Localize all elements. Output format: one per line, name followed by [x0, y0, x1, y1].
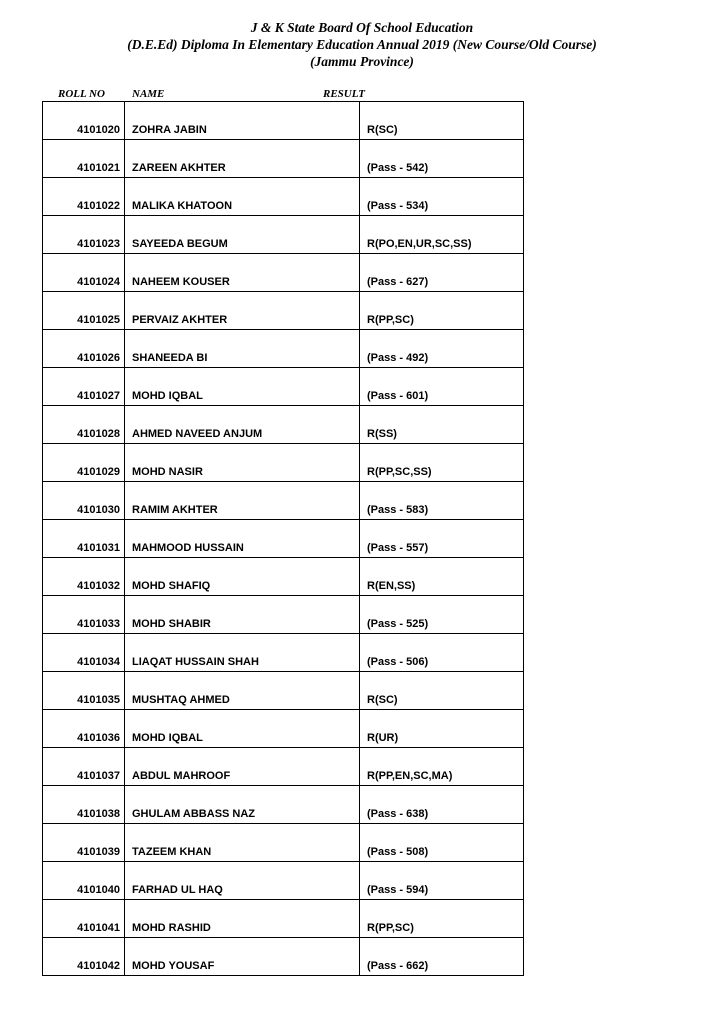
name-cell-text: MOHD NASIR — [132, 466, 203, 478]
roll-no-cell — [43, 900, 125, 937]
name-cell — [125, 330, 360, 367]
roll-no-cell — [43, 786, 125, 823]
name-cell — [125, 938, 360, 975]
name-cell — [125, 482, 360, 519]
result-cell-text: R(PP,SC) — [367, 314, 414, 326]
name-cell-text: ZOHRA JABIN — [132, 124, 207, 136]
result-cell — [360, 520, 522, 557]
name-cell-text: MAHMOOD HUSSAIN — [132, 542, 244, 554]
name-cell-text: MOHD IQBAL — [132, 732, 203, 744]
name-cell — [125, 140, 360, 177]
name-cell — [125, 634, 360, 671]
result-cell-text: (Pass - 583) — [367, 504, 429, 516]
result-cell-text: (Pass - 508) — [367, 846, 429, 858]
name-cell — [125, 558, 360, 595]
name-cell — [125, 520, 360, 557]
result-cell — [360, 216, 522, 253]
roll-no-cell-text: 4101041 — [77, 922, 120, 934]
roll-no-cell-text: 4101039 — [77, 846, 120, 858]
roll-no-header: ROLL NO — [58, 88, 105, 100]
result-cell — [360, 406, 522, 443]
table-row — [43, 102, 523, 140]
result-cell — [360, 558, 522, 595]
table-row — [43, 292, 523, 330]
result-cell-text: (Pass - 506) — [367, 656, 429, 668]
table-row — [43, 444, 523, 482]
roll-no-cell — [43, 596, 125, 633]
name-cell-text: MOHD SHABIR — [132, 618, 211, 630]
result-cell-text: R(PP,SC,SS) — [367, 466, 432, 478]
name-cell-text: LIAQAT HUSSAIN SHAH — [132, 656, 259, 668]
name-cell-text: ZAREEN AKHTER — [132, 162, 226, 174]
name-cell — [125, 444, 360, 481]
result-cell-text: R(SC) — [367, 694, 398, 706]
result-cell — [360, 254, 522, 291]
result-cell — [360, 368, 522, 405]
name-cell — [125, 862, 360, 899]
table-row — [43, 710, 523, 748]
table-row — [43, 824, 523, 862]
name-cell — [125, 786, 360, 823]
roll-no-cell-text: 4101040 — [77, 884, 120, 896]
roll-no-cell — [43, 178, 125, 215]
name-cell-text: GHULAM ABBASS NAZ — [132, 808, 256, 820]
result-cell-text: (Pass - 627) — [367, 276, 429, 288]
name-cell-text: MUSHTAQ AHMED — [132, 694, 230, 706]
result-cell — [360, 102, 522, 139]
roll-no-cell-text: 4101030 — [77, 504, 120, 516]
result-cell-text: R(SC) — [367, 124, 398, 136]
roll-no-cell-text: 4101028 — [77, 428, 120, 440]
board-title: J & K State Board Of School Education — [250, 20, 474, 35]
name-cell-text: MOHD YOUSAF — [132, 960, 215, 972]
roll-no-cell-text: 4101024 — [77, 276, 120, 288]
roll-no-cell — [43, 748, 125, 785]
table-row — [43, 368, 523, 406]
roll-no-cell-text: 4101025 — [77, 314, 120, 326]
name-cell — [125, 292, 360, 329]
column-headers — [0, 88, 724, 102]
roll-no-cell — [43, 862, 125, 899]
result-cell — [360, 634, 522, 671]
province-title: (Jammu Province) — [310, 54, 414, 69]
roll-no-cell — [43, 634, 125, 671]
result-cell-text: R(UR) — [367, 732, 399, 744]
name-cell-text: MOHD RASHID — [132, 922, 211, 934]
name-cell-text: ABDUL MAHROOF — [132, 770, 231, 782]
name-cell — [125, 254, 360, 291]
roll-no-cell-text: 4101026 — [77, 352, 120, 364]
name-cell — [125, 178, 360, 215]
result-cell-text: R(PP,EN,SC,MA) — [367, 770, 453, 782]
result-cell-text: (Pass - 638) — [367, 808, 429, 820]
result-cell-text: R(PO,EN,UR,SC,SS) — [367, 238, 472, 250]
result-cell-text: R(PP,SC) — [367, 922, 414, 934]
roll-no-cell-text: 4101035 — [77, 694, 120, 706]
result-cell — [360, 672, 522, 709]
name-cell — [125, 900, 360, 937]
roll-no-cell-text: 4101029 — [77, 466, 120, 478]
result-cell — [360, 900, 522, 937]
name-cell-text: SHANEEDA BI — [132, 352, 208, 364]
table-row — [43, 634, 523, 672]
roll-no-cell — [43, 292, 125, 329]
result-cell — [360, 444, 522, 481]
roll-no-cell-text: 4101037 — [77, 770, 120, 782]
roll-no-cell — [43, 444, 125, 481]
roll-no-cell-text: 4101027 — [77, 390, 120, 402]
name-cell-text: TAZEEM KHAN — [132, 846, 212, 858]
roll-no-cell — [43, 482, 125, 519]
table-row — [43, 482, 523, 520]
table-row — [43, 748, 523, 786]
exam-title: (D.E.Ed) Diploma In Elementary Education Annual 2019 (New Course/Old Course) — [127, 37, 597, 52]
result-cell-text: (Pass - 594) — [367, 884, 429, 896]
result-cell-text: R(EN,SS) — [367, 580, 416, 592]
name-cell — [125, 824, 360, 861]
roll-no-cell — [43, 330, 125, 367]
result-cell-text: (Pass - 601) — [367, 390, 429, 402]
name-header: NAME — [132, 88, 165, 100]
roll-no-cell — [43, 102, 125, 139]
name-cell-text: AHMED NAVEED ANJUM — [132, 428, 263, 440]
result-cell — [360, 748, 522, 785]
table-row — [43, 216, 523, 254]
table-row — [43, 672, 523, 710]
table-row — [43, 558, 523, 596]
result-cell — [360, 178, 522, 215]
result-cell-text: (Pass - 492) — [367, 352, 429, 364]
result-cell-text: (Pass - 662) — [367, 960, 429, 972]
name-cell-text: MOHD SHAFIQ — [132, 580, 211, 592]
name-cell-text: PERVAIZ AKHTER — [132, 314, 228, 326]
result-cell — [360, 862, 522, 899]
roll-no-cell — [43, 710, 125, 747]
roll-no-cell — [43, 406, 125, 443]
name-cell-text: RAMIM AKHTER — [132, 504, 218, 516]
roll-no-cell-text: 4101036 — [77, 732, 120, 744]
name-cell-text: MOHD IQBAL — [132, 390, 203, 402]
roll-no-cell-text: 4101033 — [77, 618, 120, 630]
result-cell — [360, 938, 522, 975]
name-cell-text: NAHEEM KOUSER — [132, 276, 230, 288]
result-cell — [360, 710, 522, 747]
result-cell-text: (Pass - 534) — [367, 200, 429, 212]
result-cell — [360, 330, 522, 367]
table-row — [43, 786, 523, 824]
roll-no-cell — [43, 520, 125, 557]
result-cell — [360, 292, 522, 329]
roll-no-cell-text: 4101022 — [77, 200, 120, 212]
name-cell-text: MALIKA KHATOON — [132, 200, 233, 212]
roll-no-cell-text: 4101023 — [77, 238, 120, 250]
table-row — [43, 938, 523, 976]
roll-no-cell-text: 4101032 — [77, 580, 120, 592]
roll-no-cell — [43, 824, 125, 861]
roll-no-cell — [43, 938, 125, 975]
table-row — [43, 406, 523, 444]
result-cell-text: R(SS) — [367, 428, 397, 440]
roll-no-cell — [43, 254, 125, 291]
name-cell — [125, 710, 360, 747]
result-header: RESULT — [323, 88, 365, 100]
table-row — [43, 140, 523, 178]
result-cell-text: (Pass - 542) — [367, 162, 429, 174]
table-row — [43, 596, 523, 634]
name-cell — [125, 596, 360, 633]
result-cell — [360, 596, 522, 633]
result-cell — [360, 786, 522, 823]
roll-no-cell-text: 4101038 — [77, 808, 120, 820]
result-cell — [360, 824, 522, 861]
name-cell — [125, 368, 360, 405]
name-cell — [125, 672, 360, 709]
roll-no-cell-text: 4101034 — [77, 656, 120, 668]
roll-no-cell — [43, 216, 125, 253]
roll-no-cell-text: 4101031 — [77, 542, 120, 554]
table-row — [43, 330, 523, 368]
name-cell — [125, 406, 360, 443]
result-cell-text: (Pass - 525) — [367, 618, 429, 630]
results-table — [42, 101, 524, 976]
roll-no-cell-text: 4101020 — [77, 124, 120, 136]
result-cell — [360, 482, 522, 519]
roll-no-cell — [43, 368, 125, 405]
document-header — [0, 19, 724, 70]
table-row — [43, 520, 523, 558]
table-row — [43, 900, 523, 938]
roll-no-cell-text: 4101021 — [77, 162, 120, 174]
name-cell — [125, 216, 360, 253]
result-cell-text: (Pass - 557) — [367, 542, 429, 554]
roll-no-cell — [43, 672, 125, 709]
roll-no-cell — [43, 140, 125, 177]
result-cell — [360, 140, 522, 177]
name-cell-text: SAYEEDA BEGUM — [132, 238, 228, 250]
name-cell — [125, 102, 360, 139]
table-row — [43, 862, 523, 900]
roll-no-cell-text: 4101042 — [77, 960, 120, 972]
name-cell — [125, 748, 360, 785]
table-row — [43, 178, 523, 216]
table-row — [43, 254, 523, 292]
name-cell-text: FARHAD UL HAQ — [132, 884, 223, 896]
roll-no-cell — [43, 558, 125, 595]
